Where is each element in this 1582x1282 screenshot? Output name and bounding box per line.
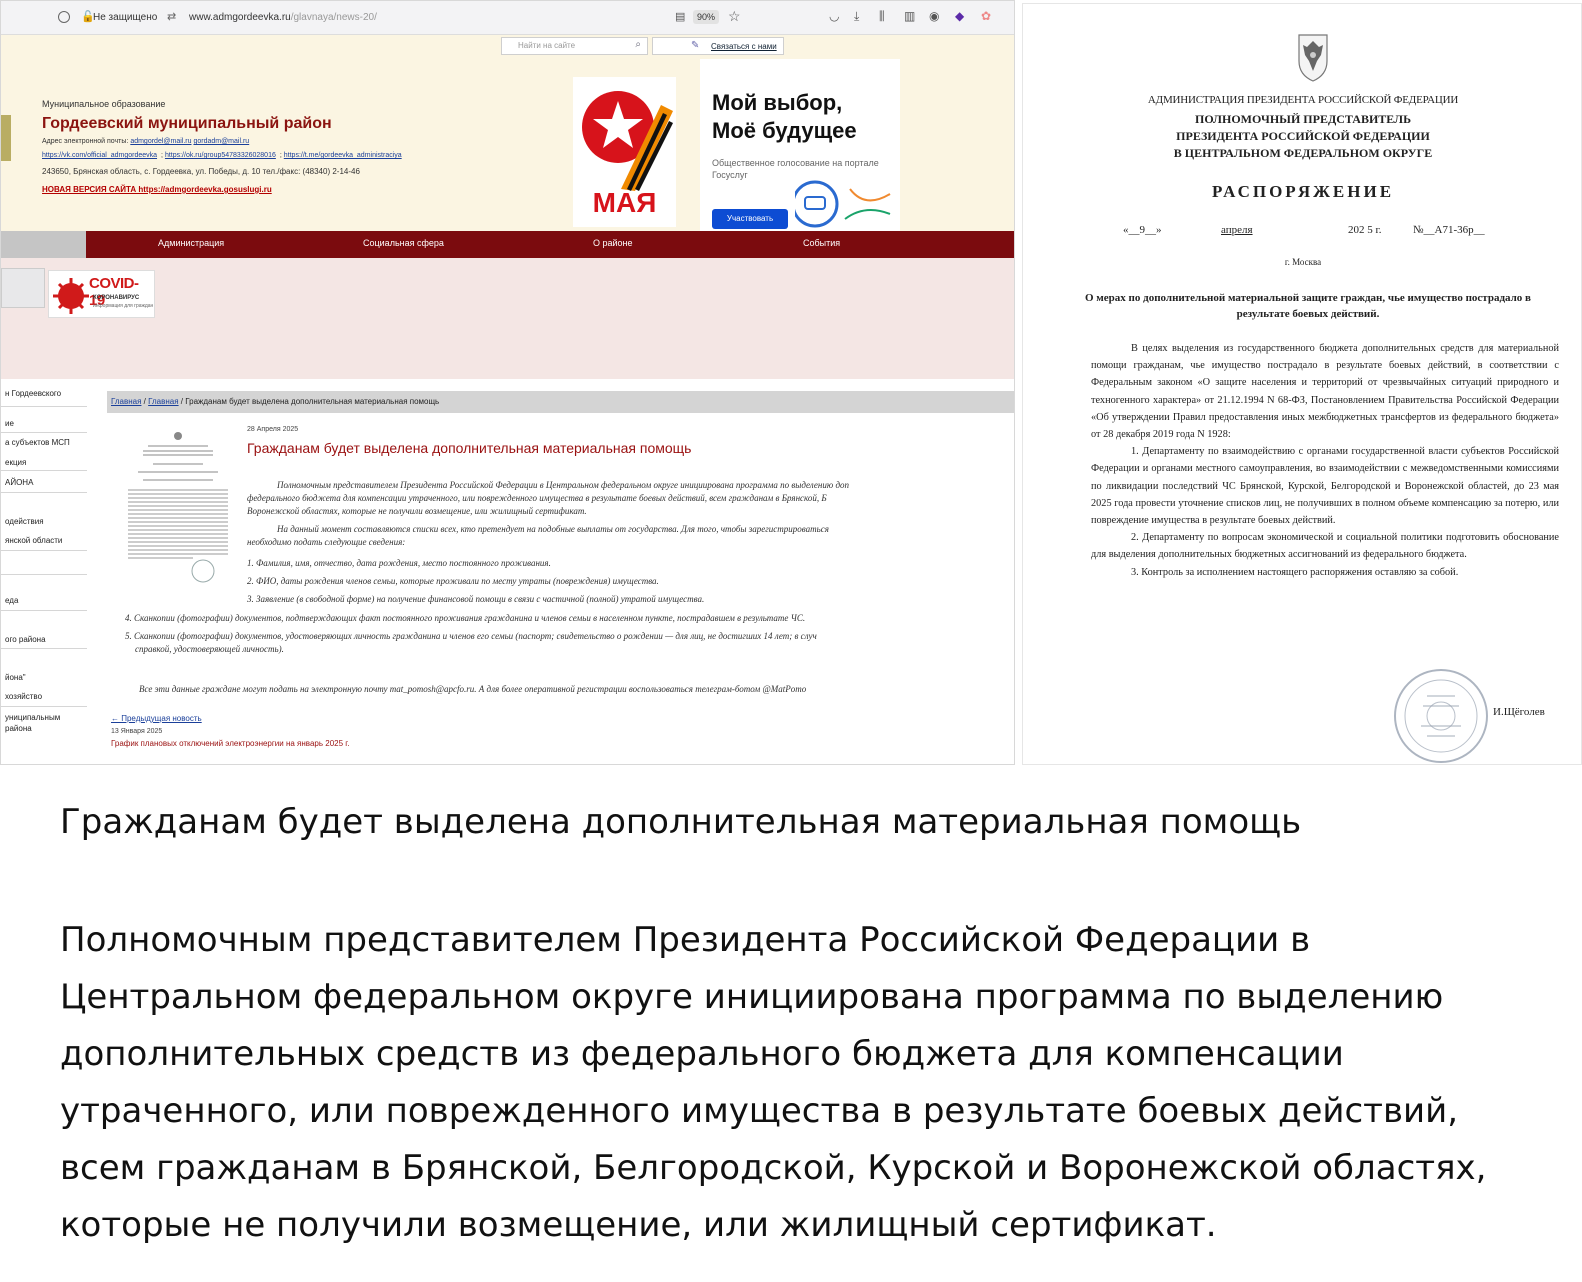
document-paragraph: 3. Контроль за исполнением настоящего распоряжения оставляю за собой. <box>1131 566 1459 578</box>
document-day: «__9__» <box>1123 224 1162 236</box>
document-city: г. Москва <box>1284 257 1322 267</box>
nav-about-district[interactable]: О районе <box>593 238 633 248</box>
document-paragraph: В целях выделения из государственного бюджета дополнительных средств для материальной помощи гражданам, чье имущество пострадало в результате боевых действий, в соответствии с Федеральным законом «О защите населения и территорий от чрезвычайных ситуаций природного и техногенного характера» от 21.12.1994 N 68-ФЗ, Постановлением Правительства Российской Федерации «Об утверждении Правил предоставления иных межбюджетных трансфертов из федерального бюджета» от 28 декабря 2019 года N 1928: <box>1091 343 1559 441</box>
virus-icon <box>51 272 91 318</box>
telegram-link[interactable]: https://t.me/gordeevka_administraciya <box>283 152 402 159</box>
sidebar-item[interactable]: униципальным района <box>5 713 61 733</box>
sidebar-item[interactable]: янской области <box>5 536 63 545</box>
document-thumbnail[interactable] <box>123 426 233 586</box>
document-body <box>1091 340 1559 581</box>
victory-star-icon <box>573 77 676 192</box>
news-contact-line: Все эти данные гражданe могут подать на электронную почту mat_pomosh@apcfo.ru. А для более оперативной регистрации воспользоваться телеграм-ботом @MatPomo <box>139 684 807 694</box>
news-paragraph: федерального бюджета для компенсации утраченного, или поврежденного имущества в результате боевых действий, всем гражданам в Брянской, Б <box>247 493 827 503</box>
reader-view-icon[interactable]: ▤ <box>675 11 686 23</box>
nav-social-sphere[interactable]: Социальная сфера <box>363 238 444 248</box>
divider <box>1 610 87 611</box>
breadcrumb: Главная / Главная / Гражданам будет выделена дополнительная материальная помощь <box>107 391 1015 413</box>
russian-eagle-emblem-icon <box>1293 31 1333 83</box>
site-search-input[interactable] <box>501 37 648 55</box>
covid-title: COVID-19 <box>89 275 139 309</box>
sidebar-item[interactable]: а субъектов МСП <box>5 438 70 447</box>
vk-link[interactable]: https://vk.com/official_admgordeevka <box>42 152 158 159</box>
divider <box>1 574 87 575</box>
browser-address-bar[interactable] <box>1 1 1015 35</box>
official-seal-icon <box>1391 666 1491 765</box>
sidebar-item[interactable]: н Гордеевского <box>5 389 62 398</box>
divider <box>1 470 87 471</box>
search-icon[interactable]: ⌕ <box>635 39 641 50</box>
news-paragraph: необходимо подать следующие сведения: <box>247 537 406 547</box>
document-subject: О мерах по дополнительной материальной защите граждан, чье имущество пострадало в результате боевых действий. <box>1085 292 1531 320</box>
divider <box>1 648 87 649</box>
sidebar-item[interactable]: еда <box>5 596 19 605</box>
document-paragraph: 2. Департаменту по вопросам экономической и социальной политики подготовить обоснование для выделения дополнительных бюджетных ассигнований из федерального бюджета. <box>1091 532 1559 561</box>
social-links: https://vk.com/official_admgordeevka ; https://ok.ru/group54783326028016 ; https://t.me/gordeevka_administraciya <box>42 152 402 159</box>
article-title: Гражданам будет выделена дополнительная материальная помощь <box>60 802 1302 842</box>
news-list-item: 3. Заявление (в свободной форме) на получение финансовой помощи в связи с частичной (полной) утратой имущества. <box>247 594 705 604</box>
shield-icon <box>58 11 70 23</box>
news-content <box>97 381 1015 765</box>
sidebar-icon[interactable]: ▥ <box>904 9 916 23</box>
email-line <box>42 138 249 145</box>
divider <box>1 492 87 493</box>
breadcrumb-main[interactable]: Главная <box>148 397 179 406</box>
sidebar-menu <box>1 384 89 765</box>
download-icon[interactable]: ⤓ <box>854 9 860 23</box>
search-placeholder: Найти на сайте <box>518 41 576 50</box>
sidebar-item[interactable]: ие <box>5 419 14 428</box>
pocket-icon[interactable]: ◡ <box>829 9 840 23</box>
url-text[interactable]: www.admgordeevka.ru/glavnaya/news-20/ <box>189 12 377 23</box>
sidebar-item[interactable]: ого района <box>5 635 46 644</box>
covid-subtitle: КОРОНАВИРУС <box>93 295 140 301</box>
banner-thumbnail[interactable] <box>1 268 45 308</box>
news-paragraph: Воронежской областях, которые не получили возмещение, или жилищный сертификат. <box>247 506 587 516</box>
coat-of-arms-icon <box>1 115 11 161</box>
new-version-link[interactable]: НОВАЯ ВЕРСИЯ САЙТА https://admgordeevka.gosuslugi.ru <box>42 185 272 194</box>
site-header <box>1 35 1015 231</box>
may-text: МАЯ <box>592 187 657 218</box>
news-list-item: 2. ФИО, даты рождения членов семьи, которые проживали по месту утраты (повреждения) имущества. <box>247 576 659 586</box>
divider <box>1 432 87 433</box>
library-icon[interactable]: ⫼ <box>879 9 885 23</box>
document-number: №__А71-36р__ <box>1413 224 1485 236</box>
news-list-item: справкой, удостоверяющей личность). <box>135 644 284 654</box>
document-year: 202 5 г. <box>1348 224 1382 236</box>
news-date: 28 Апреля 2025 <box>247 426 299 433</box>
bookmark-star-icon[interactable]: ☆ <box>728 8 741 24</box>
sidebar-item[interactable]: екция <box>5 458 27 467</box>
email-link-1[interactable]: admgordel@mail.ru <box>130 138 192 145</box>
participate-button[interactable]: Участвовать <box>712 209 788 229</box>
document-type: РАСПОРЯЖЕНИЕ <box>1211 182 1395 201</box>
insecure-label: Не защищено <box>93 12 158 23</box>
email-link-2[interactable]: gordadm@mail.ru <box>193 138 250 145</box>
news-paragraph: На данный момент составляются списки всех, кто претендует на подобные выплаты от государства. Для того, чтобы зарегистрироваться <box>277 524 829 534</box>
car-illustration-icon <box>795 179 895 229</box>
divider <box>1 706 87 707</box>
document-paragraph: 1. Департаменту по взаимодействию с органами государственной власти субъектов Российской Федерации и органами местного самоуправления, во взаимодействии с межведомственными комиссиями по ликвидации последствий ЧС Брянской, Курской, Белгородской и Воронежской областей, до 23 мая 2025 года провести уточнение списков лиц, не получивших в полном объеме компенсацию за потерю, или повреждение имущества в результате боевых действий. <box>1091 446 1559 527</box>
ok-link[interactable]: https://ok.ru/group54783326028016 <box>164 152 276 159</box>
document-administration: АДМИНИСТРАЦИЯ ПРЕЗИДЕНТА РОССИЙСКОЙ ФЕДЕРАЦИИ <box>1147 94 1459 106</box>
previous-news-date: 13 Января 2025 <box>111 728 163 735</box>
address-line: 243650, Брянская область, с. Гордеевка, ул. Победы, д. 10 тел./факс: (48340) 2-14-46 <box>42 167 360 176</box>
email-prefix: Адрес электронной почты: <box>42 138 129 145</box>
sidebar-item[interactable]: йона" <box>5 673 26 682</box>
vote-subtitle: Общественное голосование на портале Госуслуг <box>712 158 879 180</box>
district-name[interactable]: Гордеевский муниципальный район <box>42 115 332 132</box>
divider <box>1 406 87 407</box>
document-heading: ПОЛНОМОЧНЫЙ ПРЕДСТАВИТЕЛЬ ПРЕЗИДЕНТА РОССИЙСКОЙ ФЕДЕРАЦИИ В ЦЕНТРАЛЬНОМ ФЕДЕРАЛЬНОМ ОКРУГЕ <box>1173 112 1433 160</box>
document-month: апреля <box>1221 224 1253 236</box>
lock-open-icon[interactable]: 🔓 <box>81 11 95 23</box>
municipal-label: Муниципальное образование <box>42 99 166 109</box>
nav-events[interactable]: События <box>803 238 841 248</box>
news-list-item: 4. Сканкопии (фотографии) документов, подтверждающих факт постоянного проживания гражданина и членов семьи в населенном пункте, пострадавшем в результате ЧС. <box>125 613 806 623</box>
divider <box>1 550 87 551</box>
permissions-icon[interactable]: ⇄ <box>167 11 177 23</box>
main-navigation <box>1 231 1015 258</box>
previous-news-title[interactable]: График плановых отключений электроэнергии на январь 2025 г. <box>111 739 350 748</box>
addon-icon[interactable]: ✿ <box>981 9 992 23</box>
news-list-item: 5. Сканкопии (фотографии) документов, удостоверяющих личность гражданина и членов его семьи (паспорт; свидетельство о рождении — для лиц, не достигших 14 лет; в случ <box>125 631 817 641</box>
document-signature: И.Щёголев <box>1493 706 1545 718</box>
contact-us-button[interactable] <box>652 37 784 55</box>
extension-icon[interactable]: ◆ <box>955 9 965 23</box>
covid-note: информация для граждан <box>93 303 154 309</box>
home-nav-block[interactable] <box>1 231 86 258</box>
nav-administration[interactable]: Администрация <box>158 238 225 248</box>
sidebar-item[interactable]: одействия <box>5 517 44 526</box>
banner-strip <box>1 258 1015 379</box>
news-title: Гражданам будет выделена дополнительная материальная помощь <box>247 440 692 456</box>
sidebar-item[interactable]: хозяйство <box>5 692 43 701</box>
vote-banner[interactable] <box>700 59 900 231</box>
account-icon[interactable]: ◉ <box>929 9 940 23</box>
breadcrumb-current: Гражданам будет выделена дополнительная материальная помощь <box>185 397 440 406</box>
decree-document <box>1022 3 1582 765</box>
zoom-level[interactable]: 90% <box>693 10 719 24</box>
pen-icon: ✎ <box>691 40 700 51</box>
article-body: Полномочным представителем Президента Российской Федерации в Центральном федеральном округе инициирована программа по выделению дополнительных средств из федерального бюджета для компенсации утраченного, или поврежденного имущества в результате боевых действий, всем гражданам в Брянской, Белгородской, Курской и Воронежской областях, которые не получили возмещение, или жилищный сертификат. <box>60 920 1487 1245</box>
news-list-item: 1. Фамилия, имя, отчество, дата рождения, место постоянного проживания. <box>247 558 551 568</box>
covid-banner[interactable] <box>48 270 155 318</box>
news-paragraph: Полномочным представителем Президента Российской Федерации в Центральном федеральном округе инициирована программа по выделению доп <box>277 480 850 490</box>
sidebar-item[interactable]: АЙОНА <box>5 478 34 487</box>
contact-label: Связаться с нами <box>711 42 777 51</box>
previous-news-link[interactable]: ← Предыдущая новость <box>111 714 202 723</box>
breadcrumb-home[interactable]: Главная <box>111 397 142 406</box>
vote-title: Мой выбор, Моё будущее <box>712 90 857 143</box>
may-9-banner[interactable] <box>573 77 676 227</box>
website-screenshot <box>0 0 1015 765</box>
